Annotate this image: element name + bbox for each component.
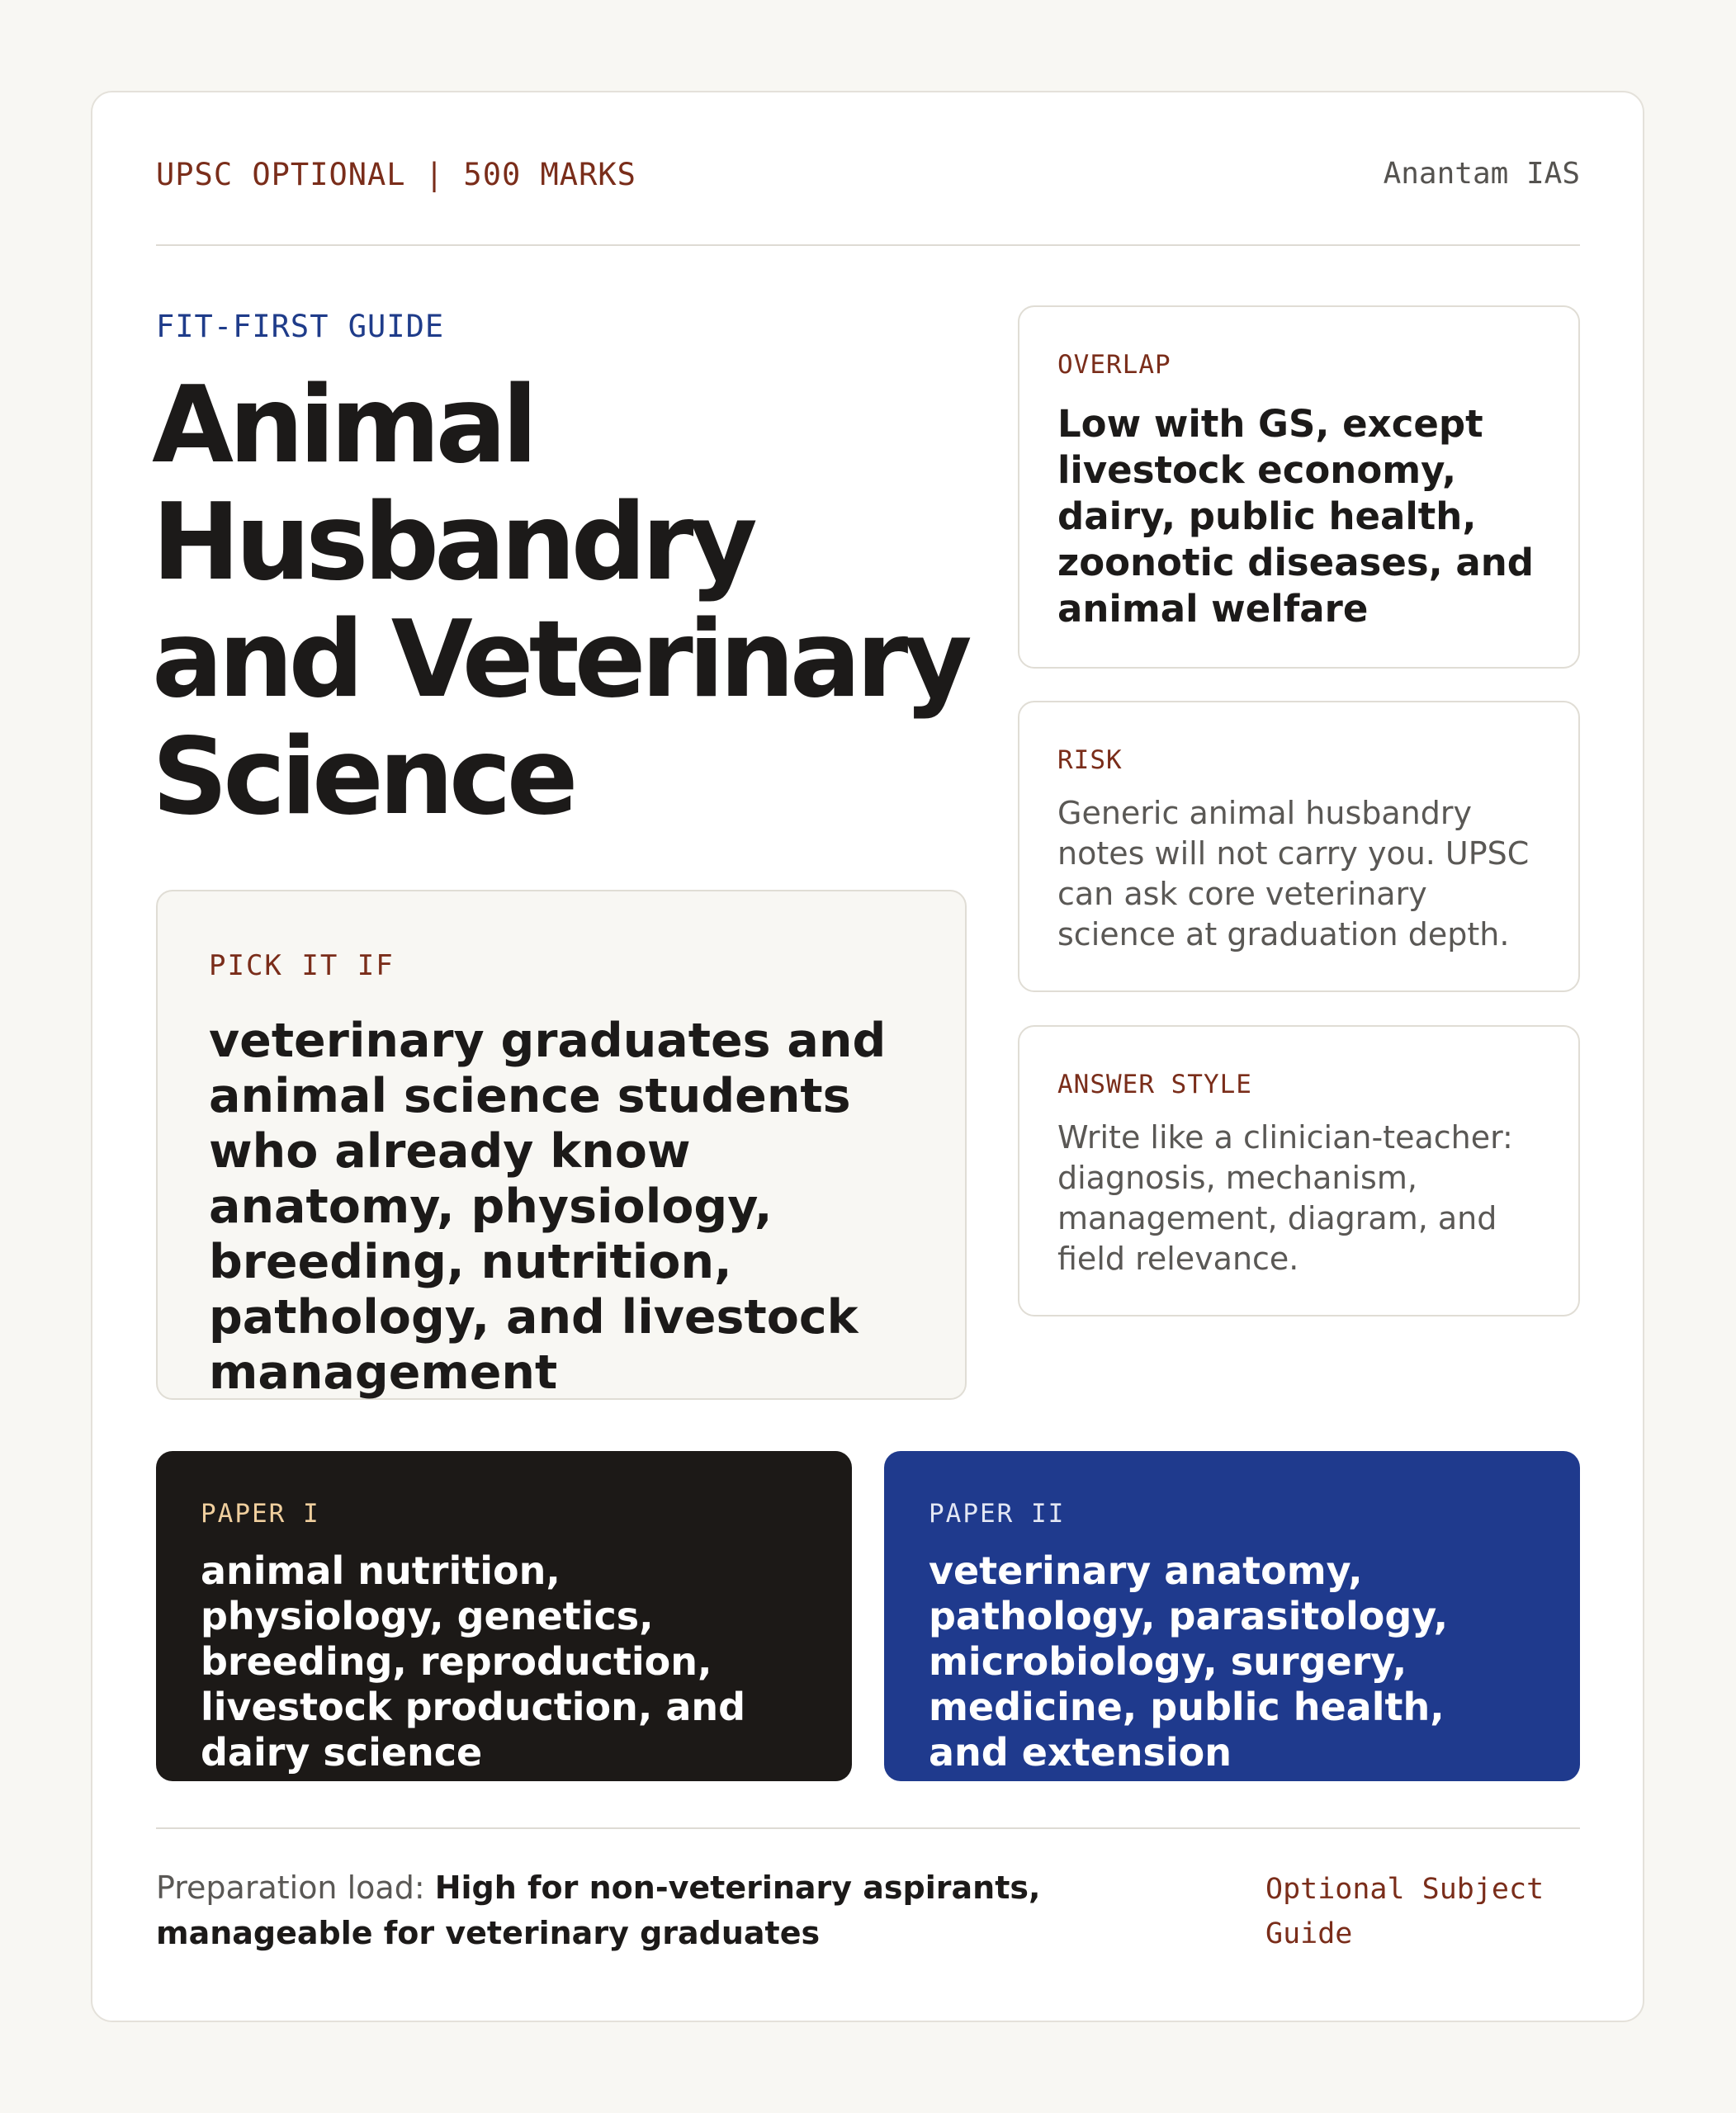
- preparation-load: [156, 1865, 1229, 1956]
- header-exam-label: UPSC OPTIONAL | 500 MARKS: [156, 157, 636, 192]
- guide-kicker: FIT-FIRST GUIDE: [156, 309, 445, 344]
- answer-style-panel: [1018, 1025, 1580, 1316]
- paper-two-label: PAPER II: [929, 1499, 1066, 1529]
- footer-guide-label: Optional Subject Guide: [1265, 1873, 1544, 1950]
- answer-style-label: ANSWER STYLE: [1057, 1070, 1252, 1099]
- answer-style-text: Write like a clinician-teacher: diagnosis, mechanism, management, diagram, and field relevance.: [1057, 1119, 1513, 1277]
- footer-divider: [156, 1827, 1580, 1829]
- overlap-panel: [1018, 305, 1580, 669]
- paper-two-panel: [884, 1451, 1580, 1781]
- risk-label: RISK: [1057, 745, 1123, 775]
- paper-two-text: veterinary anatomy, pathology, parasitology, microbiology, surgery, medicine, public health, and extension: [929, 1548, 1449, 1775]
- pick-it-if-panel: [156, 890, 967, 1400]
- pick-it-if-label: PICK IT IF: [209, 949, 395, 982]
- header-divider: [156, 244, 1580, 246]
- paper-one-panel: [156, 1451, 852, 1781]
- overlap-text: Low with GS, except livestock economy, dairy, public health, zoonotic diseases, and animal welfare: [1057, 402, 1535, 631]
- paper-one-text: animal nutrition, physiology, genetics, breeding, reproduction, livestock production, and dairy science: [201, 1548, 746, 1775]
- risk-panel: [1018, 701, 1580, 992]
- preparation-load-value: High for non-veterinary aspirants, manageable for veterinary graduates: [156, 1870, 1041, 1951]
- paper-one-label: PAPER I: [201, 1499, 320, 1529]
- overlap-label: OVERLAP: [1057, 350, 1171, 380]
- preparation-load-label: Preparation load:: [156, 1870, 435, 1906]
- page-title: Animal Husbandry and Veterinary Science: [152, 364, 967, 839]
- header-brand: Anantam IAS: [1383, 157, 1580, 191]
- pick-it-if-text: veterinary graduates and animal science students who already know anatomy, physiology, breeding, nutrition, pathology, and livestock management: [209, 1014, 887, 1400]
- risk-text: Generic animal husbandry notes will not carry you. UPSC can ask core veterinary science at graduation depth.: [1057, 795, 1530, 953]
